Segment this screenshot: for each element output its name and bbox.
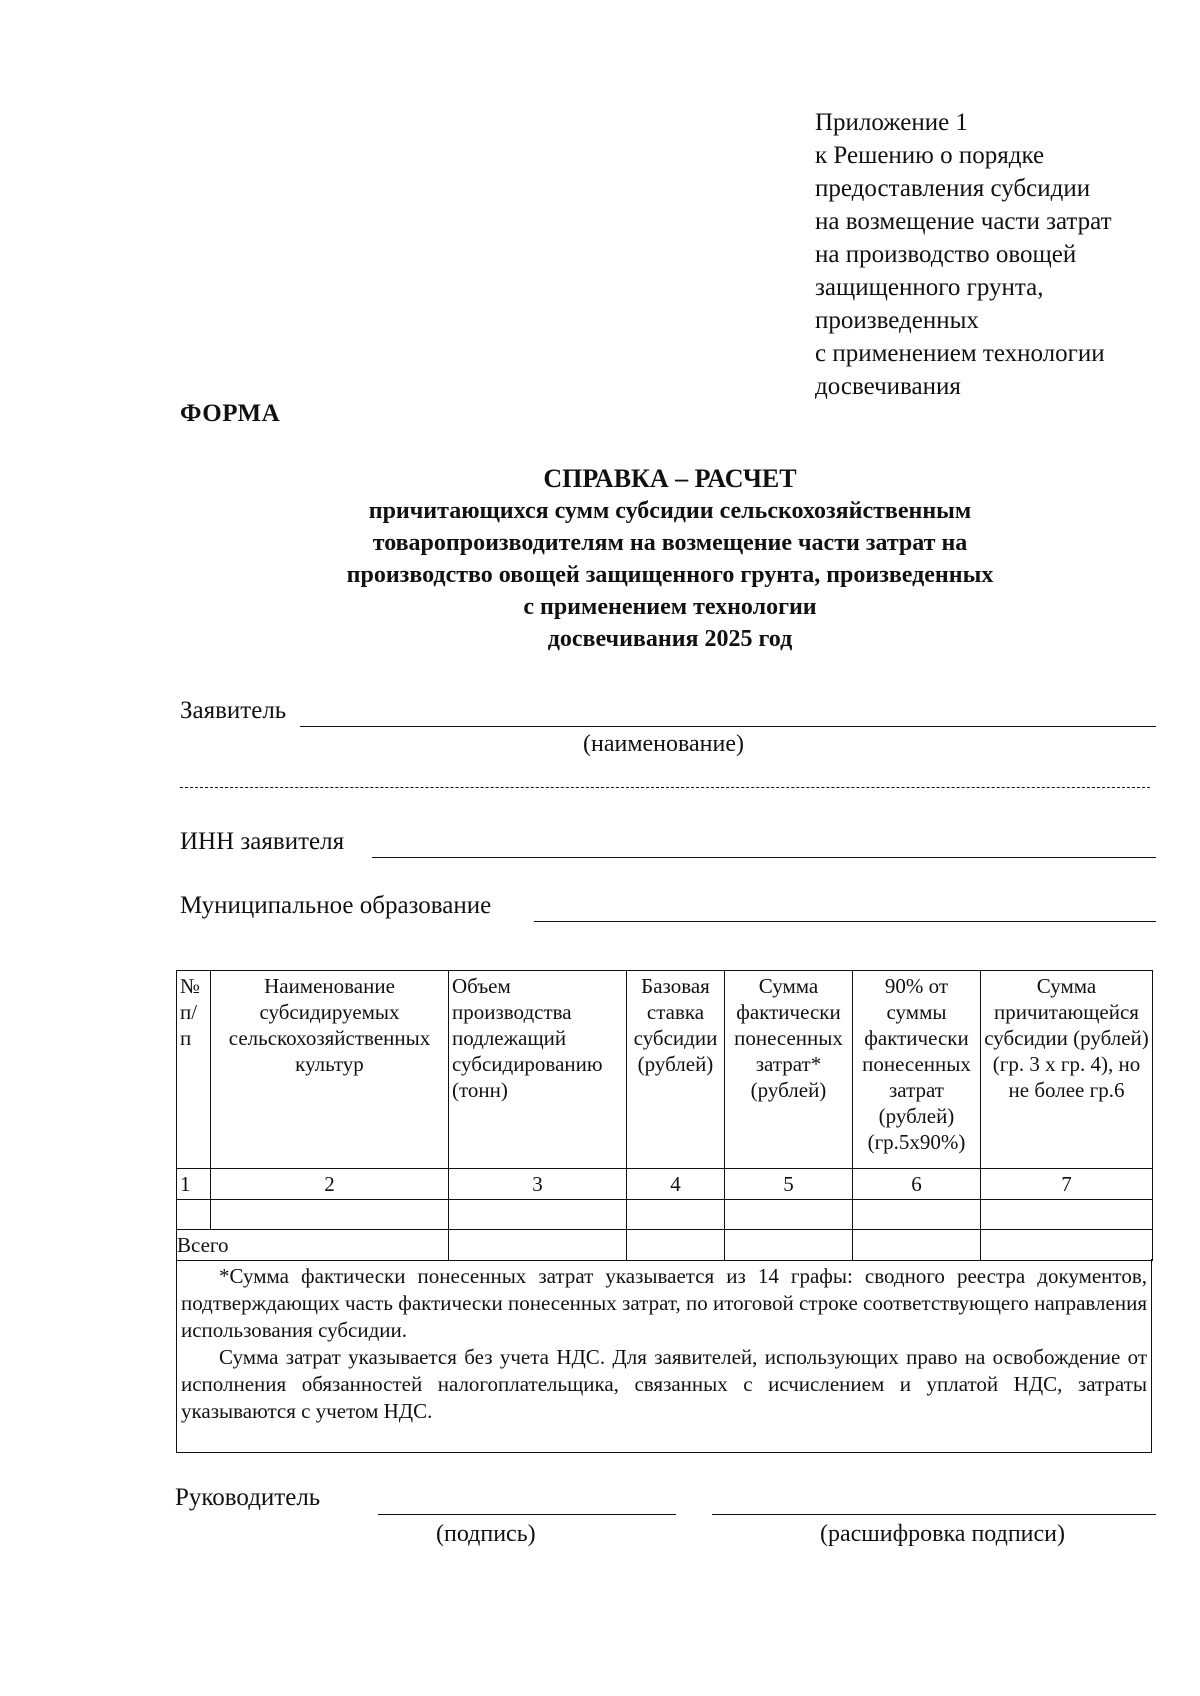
column-number: 5	[725, 1169, 853, 1200]
column-number: 7	[981, 1169, 1153, 1200]
title-line: товаропроизводителям на возмещение части затрат на	[372, 530, 968, 556]
appendix-line: на производство овощей	[815, 241, 1077, 268]
table-cell[interactable]	[177, 1200, 211, 1230]
table-cell[interactable]	[853, 1230, 981, 1261]
footnote-paragraph-1: *Сумма фактически понесенных затрат указывается из 14 графы: сводного реестра документов, подтверждающих часть фактически понесенных затрат, по итоговой строке соответствующего направления использования субсидии.	[181, 1264, 1147, 1342]
municipality-field[interactable]	[534, 921, 1156, 922]
table-cell[interactable]	[449, 1200, 627, 1230]
document-title	[200, 463, 1140, 655]
applicant-label: Заявитель	[180, 697, 287, 724]
header-volume: Объем производства подлежащий субсидированию (тонн)	[449, 971, 627, 1169]
column-number-row	[177, 1169, 1153, 1200]
title-main: СПРАВКА – РАСЧЕТ	[543, 464, 797, 493]
footnote-paragraph-2: Сумма затрат указывается без учета НДС. Для заявителей, использующих право на освобождение от исполнения обязанностей налогоплательщика, связанных с исчислением и уплатой НДС, затраты указываются с учетом НДС.	[181, 1345, 1147, 1423]
applicant-hint: (наименование)	[583, 731, 745, 757]
column-number: 4	[627, 1169, 725, 1200]
header-number: № п/п	[177, 971, 211, 1169]
signature-hint: (подпись)	[436, 1521, 536, 1547]
municipality-label: Муниципальное образование	[180, 892, 492, 919]
appendix-line: досвечивания	[815, 373, 961, 400]
table-cell[interactable]	[627, 1230, 725, 1261]
header-crop-name: Наименование субсидируемых сельскохозяйственных культур	[211, 971, 449, 1169]
signature-field[interactable]	[378, 1514, 676, 1515]
column-number: 1	[177, 1169, 211, 1200]
appendix-line: с применением технологии	[815, 340, 1105, 367]
table-data-row	[177, 1200, 1153, 1230]
table-cell[interactable]	[981, 1200, 1153, 1230]
total-label: Всего	[177, 1230, 449, 1261]
header-actual-costs: Сумма фактически понесенных затрат* (рублей)	[725, 971, 853, 1169]
appendix-line: Приложение 1	[815, 109, 968, 136]
title-line: производство овощей защищенного грунта, произведенных	[346, 562, 994, 588]
table-cell[interactable]	[627, 1200, 725, 1230]
header-base-rate: Базовая ставка субсидии (рублей)	[627, 971, 725, 1169]
forma-label: ФОРМА	[180, 400, 281, 427]
column-number: 2	[211, 1169, 449, 1200]
appendix-line: к Решению о порядке	[815, 142, 1045, 169]
table-cell[interactable]	[981, 1230, 1153, 1261]
applicant-field-extra[interactable]	[180, 787, 1150, 788]
table-header-row	[177, 971, 1153, 1169]
table-cell[interactable]	[853, 1200, 981, 1230]
title-line: с применением технологии	[523, 594, 817, 620]
applicant-field[interactable]	[300, 726, 1156, 727]
head-label: Руководитель	[175, 1484, 321, 1511]
table-cell[interactable]	[449, 1230, 627, 1261]
title-line: причитающихся сумм субсидии сельскохозяйственным	[368, 498, 972, 524]
signature-decode-field[interactable]	[712, 1514, 1156, 1515]
table-cell[interactable]	[725, 1230, 853, 1261]
table-cell[interactable]	[211, 1200, 449, 1230]
title-line: досвечивания 2025 год	[547, 626, 793, 652]
appendix-line: на возмещение части затрат	[815, 208, 1112, 235]
header-90-percent: 90% от суммы фактически понесенных затрат (рублей) (гр.5х90%)	[853, 971, 981, 1169]
inn-field[interactable]	[372, 857, 1156, 858]
table-total-row	[177, 1230, 1153, 1261]
calculation-table	[176, 970, 1153, 1261]
appendix-line: произведенных	[815, 307, 979, 334]
column-number: 3	[449, 1169, 627, 1200]
appendix-line: предоставления субсидии	[815, 175, 1091, 202]
inn-label: ИНН заявителя	[180, 828, 345, 855]
decode-hint: (расшифровка подписи)	[820, 1521, 1065, 1547]
column-number: 6	[853, 1169, 981, 1200]
header-subsidy-amount: Сумма причитающейся субсидии (рублей) (гр. 3 х гр. 4), но не более гр.6	[981, 971, 1153, 1169]
appendix-reference	[815, 106, 1185, 403]
appendix-line: защищенного грунта,	[815, 274, 1044, 301]
footnote-box	[176, 1259, 1152, 1453]
table-cell[interactable]	[725, 1200, 853, 1230]
